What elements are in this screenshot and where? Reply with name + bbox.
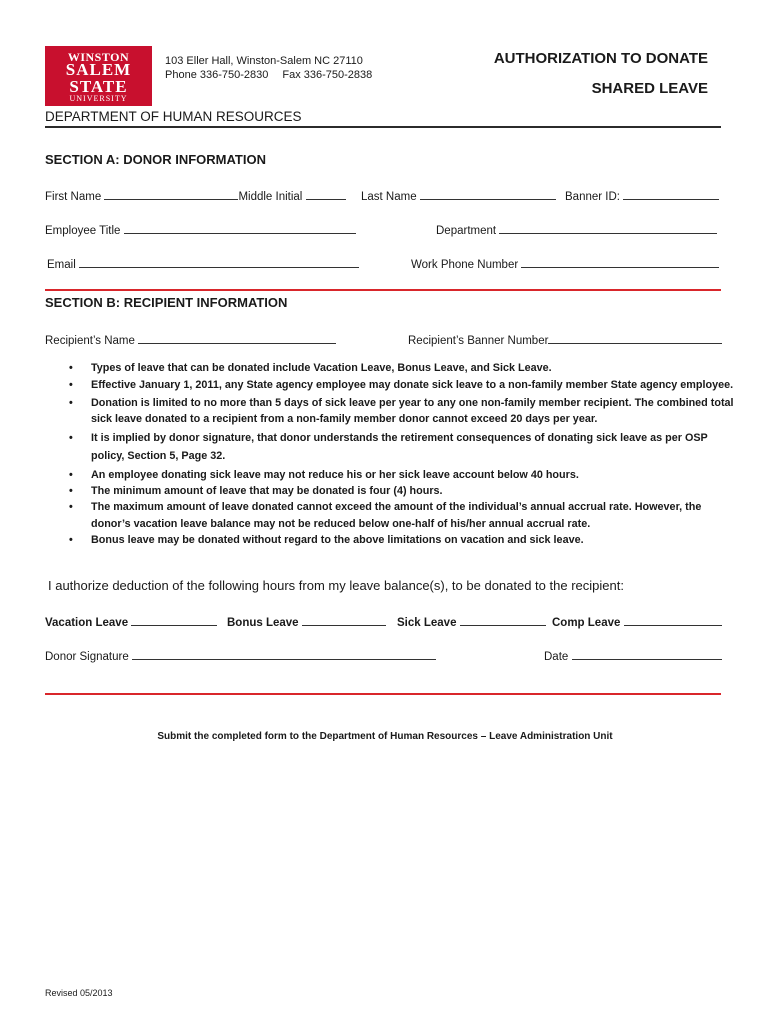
- bonus-leave-field[interactable]: [302, 615, 386, 626]
- recipient-banner-field[interactable]: [548, 333, 722, 344]
- vacation-leave-label: Vacation Leave: [45, 617, 129, 629]
- department-field[interactable]: [499, 223, 717, 234]
- last-name-row: [361, 189, 556, 203]
- list-item: • The minimum amount of leave that may be donated is four (4) hours.: [45, 483, 735, 499]
- employee-title-row: [45, 223, 356, 237]
- banner-id-field[interactable]: [623, 189, 719, 200]
- email-field[interactable]: [79, 257, 359, 268]
- list-item: • The maximum amount of leave donated cannot exceed the amount of the individual’s annual accrual rate. However, the donor’s vacation leave balance may not be reduced below one-half of his/her annual accrual rate.: [69, 501, 702, 530]
- list-item: • An employee donating sick leave may not reduce his or her sick leave account below 40 hours.: [45, 467, 735, 483]
- department-row: [436, 223, 717, 237]
- sick-leave-field[interactable]: [460, 615, 546, 626]
- form-title-line2: SHARED LEAVE: [591, 80, 708, 97]
- email-row: [47, 257, 359, 271]
- donor-signature-label: Donor Signature: [45, 651, 129, 663]
- submit-instructions: Submit the completed form to the Department of Human Resources – Leave Administration Unit: [157, 731, 613, 742]
- sick-leave-row: [397, 615, 546, 629]
- bonus-leave-row: [227, 615, 386, 629]
- contact-info: [165, 54, 372, 82]
- header-divider: [45, 126, 721, 128]
- work-phone-row: [411, 257, 719, 271]
- bullet-icon: •: [69, 396, 73, 409]
- banner-id-row: [565, 189, 719, 203]
- fax: Fax 336-750-2838: [282, 69, 373, 81]
- form-title-line1: AUTHORIZATION TO DONATE: [493, 50, 708, 67]
- phone: Phone 336-750-2830: [165, 69, 269, 81]
- list-item: • Types of leave that can be donated include Vacation Leave, Bonus Leave, and Sick Leave.: [45, 360, 735, 376]
- first-name-label: First Name: [45, 191, 102, 203]
- last-name-label: Last Name: [361, 191, 417, 203]
- section-a-heading: SECTION A: DONOR INFORMATION: [45, 152, 266, 167]
- list-item: • Bonus leave may be donated without regard to the above limitations on vacation and sick leave.: [45, 532, 735, 548]
- footer-divider-red: [45, 693, 721, 695]
- recipient-banner-label: Recipient’s Banner Number: [408, 335, 549, 347]
- bullet-icon: •: [69, 501, 73, 514]
- first-name-row: [45, 189, 346, 203]
- date-label: Date: [544, 651, 569, 663]
- comp-leave-row: [552, 615, 722, 629]
- bullet-icon: •: [69, 379, 73, 392]
- date-row: [544, 649, 722, 663]
- bonus-leave-label: Bonus Leave: [227, 617, 299, 629]
- last-name-field[interactable]: [420, 189, 556, 200]
- work-phone-field[interactable]: [521, 257, 719, 268]
- vacation-leave-field[interactable]: [131, 615, 217, 626]
- employee-title-field[interactable]: [124, 223, 356, 234]
- bullet-icon: •: [69, 468, 73, 481]
- recipient-name-field[interactable]: [138, 333, 336, 344]
- bullet-icon: •: [69, 362, 73, 374]
- department-heading: DEPARTMENT OF HUMAN RESOURCES: [45, 109, 302, 124]
- comp-leave-field[interactable]: [624, 615, 722, 626]
- list-item: • Donation is limited to no more than 5 days of sick leave per year to any one non-family member recipient. The combined total sick leave donated to a recipient from a non-family member donor cannot exceed 20 days per year.: [69, 396, 734, 426]
- list-item: • Effective January 1, 2011, any State agency employee may donate sick leave to a non-family member State agency employee.: [45, 377, 735, 393]
- email-label: Email: [47, 259, 76, 271]
- middle-initial-label: Middle Initial: [238, 191, 303, 203]
- donor-signature-field[interactable]: [132, 649, 436, 660]
- wssu-logo: WINSTON SALEM STATE UNIVERSITY: [45, 46, 152, 106]
- comp-leave-label: Comp Leave: [552, 617, 621, 629]
- section-b-heading: SECTION B: RECIPIENT INFORMATION: [45, 295, 288, 310]
- section-divider-red: [45, 289, 721, 291]
- bullet-icon: •: [69, 485, 73, 498]
- bullet-icon: •: [69, 534, 73, 547]
- recipient-name-row: [45, 333, 336, 347]
- recipient-name-label: Recipient’s Name: [45, 335, 135, 347]
- vacation-leave-row: [45, 615, 217, 629]
- leave-rules-list: [45, 360, 735, 549]
- list-item: • It is implied by donor signature, that donor understands the retirement consequences of donating sick leave as per OSP policy, Section 5, Page 32.: [45, 429, 735, 465]
- authorization-statement: I authorize deduction of the following hours from my leave balance(s), to be donated to the recipient:: [48, 578, 624, 593]
- revision-date: Revised 05/2013: [45, 988, 113, 998]
- sick-leave-label: Sick Leave: [397, 617, 457, 629]
- middle-initial-field[interactable]: [306, 189, 346, 200]
- work-phone-label: Work Phone Number: [411, 259, 519, 271]
- date-field[interactable]: [572, 649, 722, 660]
- address: 103 Eller Hall, Winston-Salem NC 27110: [165, 55, 363, 67]
- donor-signature-row: [45, 649, 436, 663]
- employee-title-label: Employee Title: [45, 225, 121, 237]
- department-label: Department: [436, 225, 497, 237]
- banner-id-label: Banner ID:: [565, 191, 620, 203]
- first-name-field[interactable]: [104, 189, 238, 200]
- bullet-icon: •: [69, 431, 73, 444]
- recipient-banner-row: [408, 333, 722, 347]
